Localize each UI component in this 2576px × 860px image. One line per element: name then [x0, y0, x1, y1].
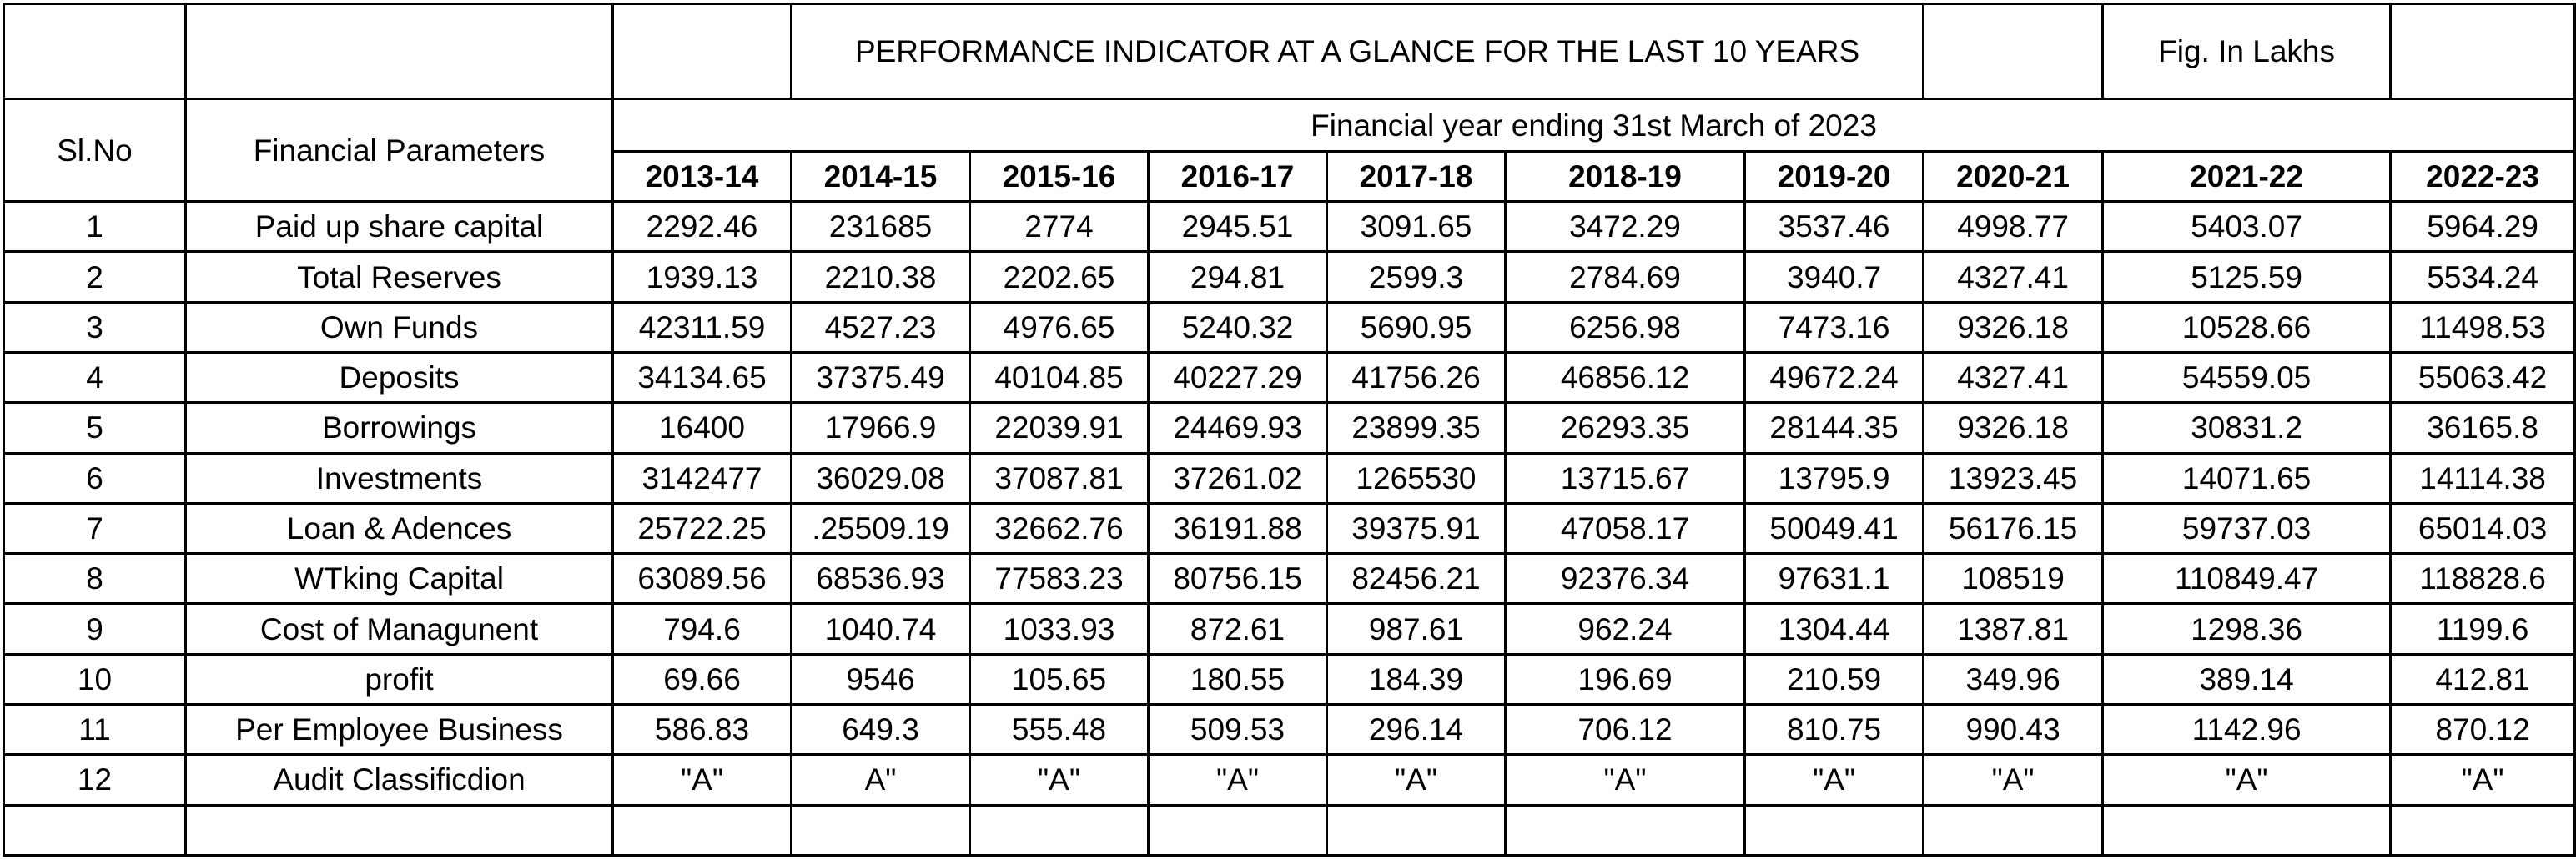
table-row [4, 604, 2575, 654]
table-row [4, 252, 2575, 302]
value-cell[interactable]: 4527.23 [792, 302, 970, 352]
row-number[interactable]: 5 [4, 403, 186, 453]
value-cell[interactable]: 110849.47 [2103, 554, 2391, 604]
value-cell[interactable]: 1033.93 [970, 604, 1149, 654]
blank-cell[interactable] [613, 4, 792, 99]
value-cell[interactable]: 794.6 [613, 604, 792, 654]
row-number[interactable]: 8 [4, 554, 186, 604]
value-cell[interactable]: 13715.67 [1506, 453, 1745, 503]
value-cell[interactable]: 118828.6 [2391, 554, 2575, 604]
unit-note[interactable]: Fig. In Lakhs [2103, 4, 2391, 99]
parameter-name[interactable]: WTking Capital [186, 554, 613, 604]
table-row [4, 453, 2575, 503]
value-cell[interactable]: "A" [2391, 755, 2575, 805]
value-cell[interactable]: 412.81 [2391, 654, 2575, 704]
table-row [4, 554, 2575, 604]
value-cell[interactable]: 196.69 [1506, 654, 1745, 704]
table-row [4, 503, 2575, 553]
value-cell[interactable]: 389.14 [2103, 654, 2391, 704]
value-cell[interactable]: "A" [1327, 755, 1506, 805]
value-cell[interactable]: 2599.3 [1327, 252, 1506, 302]
sl-no-header[interactable]: Sl.No [4, 99, 186, 202]
value-cell[interactable]: 56176.15 [1924, 503, 2103, 553]
value-cell[interactable]: 54559.05 [2103, 352, 2391, 402]
value-cell[interactable]: 68536.93 [792, 554, 970, 604]
value-cell[interactable]: 9326.18 [1924, 403, 2103, 453]
value-cell[interactable]: 108519 [1924, 554, 2103, 604]
value-cell[interactable]: 9326.18 [1924, 302, 2103, 352]
value-cell[interactable]: "A" [970, 755, 1149, 805]
value-cell[interactable]: 36029.08 [792, 453, 970, 503]
value-cell[interactable]: 870.12 [2391, 705, 2575, 755]
value-cell[interactable]: A" [792, 755, 970, 805]
value-cell[interactable]: 5964.29 [2391, 202, 2575, 252]
value-cell[interactable]: 3940.7 [1745, 252, 1924, 302]
value-cell[interactable]: 184.39 [1327, 654, 1506, 704]
parameter-name[interactable]: Audit Classificdion [186, 755, 613, 805]
value-cell[interactable]: 28144.35 [1745, 403, 1924, 453]
value-cell[interactable]: 5125.59 [2103, 252, 2391, 302]
blank-cell[interactable] [1745, 805, 1924, 855]
value-cell[interactable]: 50049.41 [1745, 503, 1924, 553]
value-cell[interactable]: 49672.24 [1745, 352, 1924, 402]
value-cell[interactable]: 5240.32 [1149, 302, 1327, 352]
value-cell[interactable]: 810.75 [1745, 705, 1924, 755]
value-cell[interactable]: 13795.9 [1745, 453, 1924, 503]
table-row [4, 352, 2575, 402]
row-number[interactable]: 11 [4, 705, 186, 755]
parameter-name[interactable]: profit [186, 654, 613, 704]
year-header[interactable]: 2020-21 [1924, 151, 2103, 201]
blank-cell[interactable] [792, 805, 970, 855]
value-cell[interactable]: "A" [1924, 755, 2103, 805]
value-cell[interactable]: 231685 [792, 202, 970, 252]
year-header[interactable]: 2016-17 [1149, 151, 1327, 201]
value-cell[interactable]: 25722.25 [613, 503, 792, 553]
value-cell[interactable]: 23899.35 [1327, 403, 1506, 453]
value-cell[interactable]: 1142.96 [2103, 705, 2391, 755]
value-cell[interactable]: 65014.03 [2391, 503, 2575, 553]
value-cell[interactable]: 59737.03 [2103, 503, 2391, 553]
blank-cell[interactable] [4, 4, 186, 99]
blank-cell[interactable] [1924, 4, 2103, 99]
value-cell[interactable]: 82456.21 [1327, 554, 1506, 604]
value-cell[interactable]: 39375.91 [1327, 503, 1506, 553]
value-cell[interactable]: 37375.49 [792, 352, 970, 402]
value-cell[interactable]: 7473.16 [1745, 302, 1924, 352]
value-cell[interactable]: 13923.45 [1924, 453, 2103, 503]
year-header[interactable]: 2017-18 [1327, 151, 1506, 201]
blank-cell[interactable] [1149, 805, 1327, 855]
value-cell[interactable]: 92376.34 [1506, 554, 1745, 604]
value-cell[interactable]: 180.55 [1149, 654, 1327, 704]
parameter-name[interactable]: Paid up share capital [186, 202, 613, 252]
table-row [4, 755, 2575, 805]
value-cell[interactable]: 37261.02 [1149, 453, 1327, 503]
value-cell[interactable]: 4327.41 [1924, 252, 2103, 302]
value-cell[interactable]: 10528.66 [2103, 302, 2391, 352]
blank-cell[interactable] [1924, 805, 2103, 855]
value-cell[interactable]: 3472.29 [1506, 202, 1745, 252]
value-cell[interactable]: 47058.17 [1506, 503, 1745, 553]
parameter-name[interactable]: Investments [186, 453, 613, 503]
value-cell[interactable]: 40227.29 [1149, 352, 1327, 402]
value-cell[interactable]: 4327.41 [1924, 352, 2103, 402]
year-header[interactable]: 2019-20 [1745, 151, 1924, 201]
table-row [4, 705, 2575, 755]
fy-row [4, 99, 2575, 151]
value-cell[interactable]: 649.3 [792, 705, 970, 755]
row-number[interactable]: 4 [4, 352, 186, 402]
value-cell[interactable]: 46856.12 [1506, 352, 1745, 402]
blank-cell[interactable] [186, 805, 613, 855]
value-cell[interactable]: 5403.07 [2103, 202, 2391, 252]
value-cell[interactable]: 1939.13 [613, 252, 792, 302]
blank-cell[interactable] [186, 4, 613, 99]
value-cell[interactable]: 22039.91 [970, 403, 1149, 453]
blank-cell[interactable] [1327, 805, 1506, 855]
value-cell[interactable]: 1298.36 [2103, 604, 2391, 654]
value-cell[interactable]: 5534.24 [2391, 252, 2575, 302]
value-cell[interactable]: 36165.8 [2391, 403, 2575, 453]
parameter-name[interactable]: Cost of Managunent [186, 604, 613, 654]
value-cell[interactable]: 962.24 [1506, 604, 1745, 654]
row-number[interactable]: 1 [4, 202, 186, 252]
value-cell[interactable]: 4976.65 [970, 302, 1149, 352]
value-cell[interactable]: 9546 [792, 654, 970, 704]
value-cell[interactable]: 1040.74 [792, 604, 970, 654]
value-cell[interactable]: 63089.56 [613, 554, 792, 604]
year-span-header[interactable]: Financial year ending 31st March of 2023 [613, 99, 2575, 151]
value-cell[interactable]: 1265530 [1327, 453, 1506, 503]
blank-cell[interactable] [2391, 805, 2575, 855]
value-cell[interactable]: 210.59 [1745, 654, 1924, 704]
value-cell[interactable]: 1387.81 [1924, 604, 2103, 654]
value-cell[interactable]: 97631.1 [1745, 554, 1924, 604]
value-cell[interactable]: 40104.85 [970, 352, 1149, 402]
row-number[interactable]: 3 [4, 302, 186, 352]
parameter-name[interactable]: Loan & Adences [186, 503, 613, 553]
blank-cell[interactable] [2391, 4, 2575, 99]
year-header[interactable]: 2022-23 [2391, 151, 2575, 201]
value-cell[interactable]: 16400 [613, 403, 792, 453]
year-header[interactable]: 2021-22 [2103, 151, 2391, 201]
value-cell[interactable]: 1304.44 [1745, 604, 1924, 654]
table-row [4, 403, 2575, 453]
blank-cell[interactable] [970, 805, 1149, 855]
value-cell[interactable]: "A" [1745, 755, 1924, 805]
value-cell[interactable]: 14071.65 [2103, 453, 2391, 503]
value-cell[interactable]: 41756.26 [1327, 352, 1506, 402]
value-cell[interactable]: 55063.42 [2391, 352, 2575, 402]
value-cell[interactable]: 1199.6 [2391, 604, 2575, 654]
value-cell[interactable]: 872.61 [1149, 604, 1327, 654]
blank-cell[interactable] [613, 805, 792, 855]
value-cell[interactable]: 349.96 [1924, 654, 2103, 704]
table-title[interactable]: PERFORMANCE INDICATOR AT A GLANCE FOR THE LAST 10 YEARS [792, 4, 1924, 99]
value-cell[interactable]: 105.65 [970, 654, 1149, 704]
value-cell[interactable]: 37087.81 [970, 453, 1149, 503]
value-cell[interactable]: .25509.19 [792, 503, 970, 553]
value-cell[interactable]: 14114.38 [2391, 453, 2575, 503]
value-cell[interactable]: "A" [1506, 755, 1745, 805]
value-cell[interactable]: 3142477 [613, 453, 792, 503]
parameters-header[interactable]: Financial Parameters [186, 99, 613, 202]
row-number[interactable]: 7 [4, 503, 186, 553]
performance-table [3, 3, 2576, 857]
empty-row [4, 805, 2575, 855]
value-cell[interactable]: 509.53 [1149, 705, 1327, 755]
parameter-name[interactable]: Per Employee Business [186, 705, 613, 755]
table-row [4, 302, 2575, 352]
value-cell[interactable]: 6256.98 [1506, 302, 1745, 352]
value-cell[interactable]: 706.12 [1506, 705, 1745, 755]
value-cell[interactable]: 2784.69 [1506, 252, 1745, 302]
value-cell[interactable]: 2774 [970, 202, 1149, 252]
value-cell[interactable]: 586.83 [613, 705, 792, 755]
row-number[interactable]: 9 [4, 604, 186, 654]
year-header[interactable]: 2014-15 [792, 151, 970, 201]
value-cell[interactable]: 296.14 [1327, 705, 1506, 755]
parameter-name[interactable]: Own Funds [186, 302, 613, 352]
value-cell[interactable]: 4998.77 [1924, 202, 2103, 252]
value-cell[interactable]: 555.48 [970, 705, 1149, 755]
value-cell[interactable]: 987.61 [1327, 604, 1506, 654]
value-cell[interactable]: 294.81 [1149, 252, 1327, 302]
year-header[interactable]: 2013-14 [613, 151, 792, 201]
value-cell[interactable]: 17966.9 [792, 403, 970, 453]
parameter-name[interactable]: Total Reserves [186, 252, 613, 302]
value-cell[interactable]: 3537.46 [1745, 202, 1924, 252]
table-row [4, 654, 2575, 704]
value-cell[interactable]: 69.66 [613, 654, 792, 704]
title-row [4, 4, 2575, 99]
value-cell[interactable]: 2945.51 [1149, 202, 1327, 252]
value-cell[interactable]: 990.43 [1924, 705, 2103, 755]
table-row [4, 202, 2575, 252]
value-cell[interactable]: 32662.76 [970, 503, 1149, 553]
value-cell[interactable]: 2202.65 [970, 252, 1149, 302]
value-cell[interactable]: 24469.93 [1149, 403, 1327, 453]
blank-cell[interactable] [4, 805, 186, 855]
parameter-name[interactable]: Borrowings [186, 403, 613, 453]
value-cell[interactable]: "A" [613, 755, 792, 805]
row-number[interactable]: 10 [4, 654, 186, 704]
value-cell[interactable]: 11498.53 [2391, 302, 2575, 352]
value-cell[interactable]: 2210.38 [792, 252, 970, 302]
row-number[interactable]: 12 [4, 755, 186, 805]
value-cell[interactable]: 77583.23 [970, 554, 1149, 604]
value-cell[interactable]: 34134.65 [613, 352, 792, 402]
row-number[interactable]: 2 [4, 252, 186, 302]
value-cell[interactable]: "A" [1149, 755, 1327, 805]
value-cell[interactable]: 3091.65 [1327, 202, 1506, 252]
value-cell[interactable]: 80756.15 [1149, 554, 1327, 604]
year-header[interactable]: 2015-16 [970, 151, 1149, 201]
value-cell[interactable]: 2292.46 [613, 202, 792, 252]
value-cell[interactable]: 26293.35 [1506, 403, 1745, 453]
value-cell[interactable]: 30831.2 [2103, 403, 2391, 453]
row-number[interactable]: 6 [4, 453, 186, 503]
value-cell[interactable]: "A" [2103, 755, 2391, 805]
value-cell[interactable]: 42311.59 [613, 302, 792, 352]
blank-cell[interactable] [2103, 805, 2391, 855]
value-cell[interactable]: 5690.95 [1327, 302, 1506, 352]
year-header[interactable]: 2018-19 [1506, 151, 1745, 201]
blank-cell[interactable] [1506, 805, 1745, 855]
parameter-name[interactable]: Deposits [186, 352, 613, 402]
value-cell[interactable]: 36191.88 [1149, 503, 1327, 553]
